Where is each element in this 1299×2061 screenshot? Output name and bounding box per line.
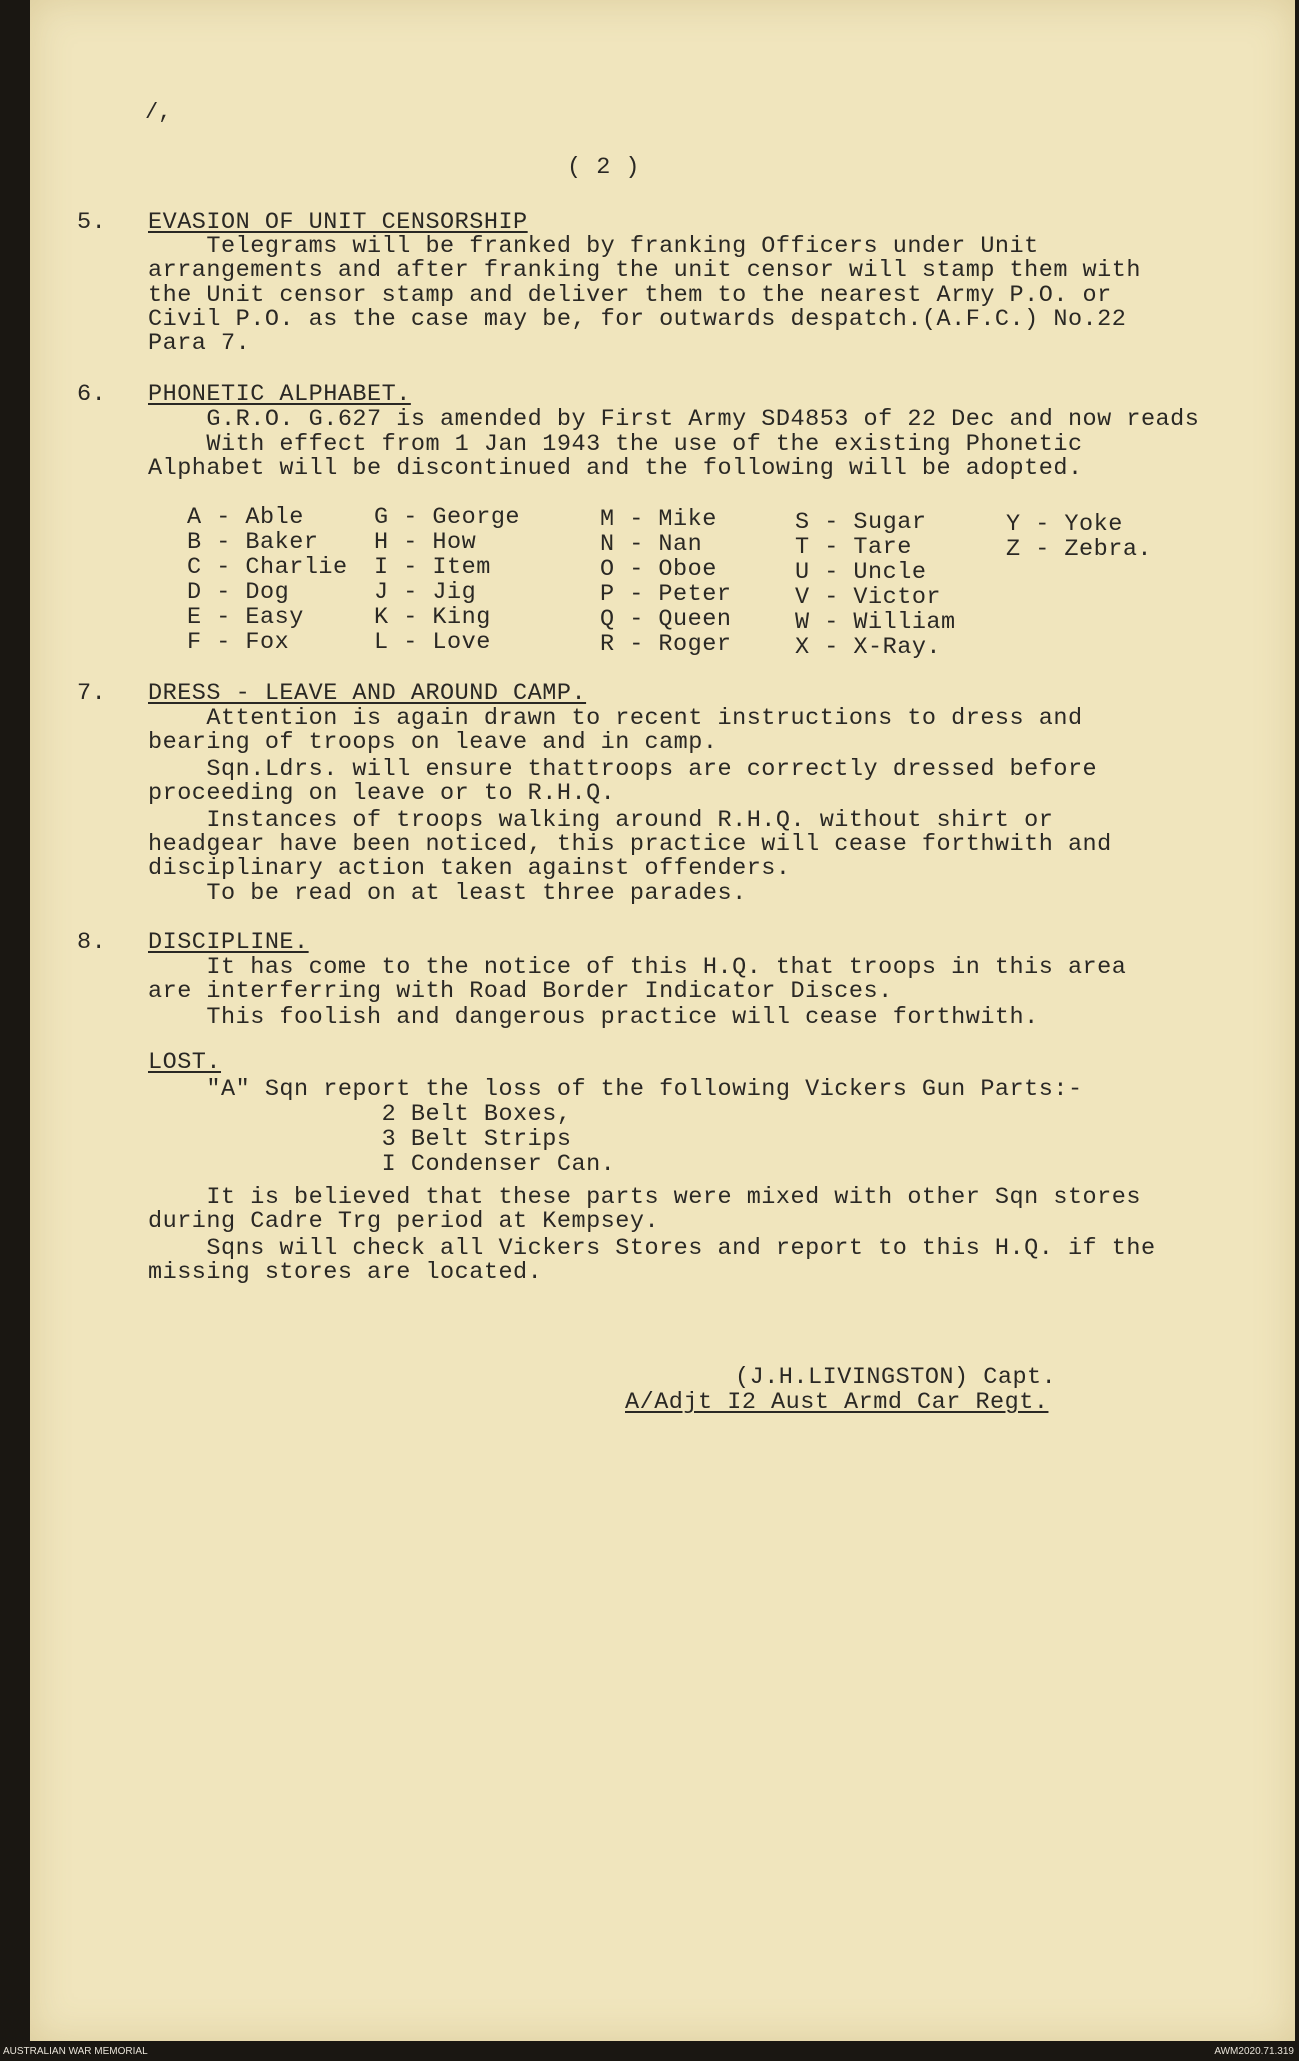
section-line: This foolish and dangerous practice will cease forthwith. [148,1004,1039,1031]
section-heading: EVASION OF UNIT CENSORSHIP [148,209,528,236]
section-line: disciplinary action taken against offenders. [148,855,791,882]
section-line: headgear have been noticed, this practice will cease forthwith and [148,831,1112,858]
section-line: arrangements and after franking the unit censor will stamp them with [148,257,1141,284]
alphabet-entry: E - Easy [187,604,304,631]
section-line: I Condenser Can. [148,1151,616,1178]
section-line: are interferring with Road Border Indicator Disces. [148,978,893,1005]
alphabet-entry: B - Baker [187,529,319,556]
alphabet-entry: S - Sugar [795,509,927,536]
section-line: With effect from 1 Jan 1943 the use of the existing Phonetic [148,431,1083,458]
section-line: during Cadre Trg period at Kempsey. [148,1208,660,1235]
alphabet-entry: G - George [374,504,521,531]
section-line: bearing of troops on leave and in camp. [148,729,718,756]
alphabet-entry: P - Peter [600,581,732,608]
alphabet-entry: O - Oboe [600,556,717,583]
alphabet-entry: F - Fox [187,629,290,656]
alphabet-entry: K - King [374,604,491,631]
section-number: 7. [77,680,107,707]
signature-title: A/Adjt I2 Aust Armd Car Regt. [625,1389,1049,1416]
alphabet-entry: Y - Yoke [1006,511,1123,538]
section-line: proceeding on leave or to R.H.Q. [148,780,616,807]
alphabet-entry: L - Love [374,629,491,656]
section-line: Telegrams will be franked by franking Officers under Unit [148,233,1039,260]
page-number: ( 2 ) [567,154,641,181]
footer-accession-number: AWM2020.71.319 [1214,2046,1294,2057]
section-line: "A" Sqn report the loss of the following Vickers Gun Parts:- [148,1076,1083,1103]
alphabet-entry: V - Victor [795,584,942,611]
section-line: 2 Belt Boxes, [148,1101,572,1128]
alphabet-entry: A - Able [187,504,304,531]
alphabet-entry: Q - Queen [600,606,732,633]
section-line: 3 Belt Strips [148,1126,572,1153]
section-line: G.R.O. G.627 is amended by First Army SD4853 of 22 Dec and now reads [148,406,1200,433]
section-heading: LOST. [148,1049,222,1076]
alphabet-entry: C - Charlie [187,554,348,581]
section-number: 6. [77,381,107,408]
footer-credit: AUSTRALIAN WAR MEMORIAL [3,2046,148,2057]
alphabet-entry: N - Nan [600,531,703,558]
section-line: Instances of troops walking around R.H.Q. without shirt or [148,807,1054,834]
section-line: Civil P.O. as the case may be, for outwards despatch.(A.F.C.) No.22 [148,306,1127,333]
section-line: Sqns will check all Vickers Stores and report to this H.Q. if the [148,1235,1156,1262]
section-line: Sqn.Ldrs. will ensure thattroops are correctly dressed before [148,756,1098,783]
alphabet-entry: X - X-Ray. [795,634,942,661]
alphabet-entry: U - Uncle [795,559,927,586]
section-number: 5. [77,209,107,236]
section-number: 8. [77,929,107,956]
signature-name: (J.H.LIVINGSTON) Capt. [735,1364,1057,1391]
alphabet-entry: H - How [374,529,477,556]
section-line: missing stores are located. [148,1259,543,1286]
alphabet-entry: Z - Zebra. [1006,536,1153,563]
section-line: Para 7. [148,330,251,357]
section-heading: DISCIPLINE. [148,929,309,956]
section-line: It is believed that these parts were mixed with other Sqn stores [148,1184,1141,1211]
section-line: Alphabet will be discontinued and the following will be adopted. [148,455,1083,482]
document-page [30,0,1295,2041]
section-line: It has come to the notice of this H.Q. that troops in this area [148,954,1127,981]
alphabet-entry: I - Item [374,554,491,581]
section-heading: PHONETIC ALPHABET. [148,381,411,408]
alphabet-entry: R - Roger [600,631,732,658]
alphabet-entry: J - Jig [374,579,477,606]
alphabet-entry: D - Dog [187,579,290,606]
alphabet-entry: M - Mike [600,506,717,533]
section-line: the Unit censor stamp and deliver them to the nearest Army P.O. or [148,282,1112,309]
section-heading: DRESS - LEAVE AND AROUND CAMP. [148,680,587,707]
section-line: To be read on at least three parades. [148,880,747,907]
alphabet-entry: T - Tare [795,534,912,561]
section-line: Attention is again drawn to recent instructions to dress and [148,705,1083,732]
alphabet-entry: W - William [795,609,956,636]
ink-mark: /, [145,100,172,125]
